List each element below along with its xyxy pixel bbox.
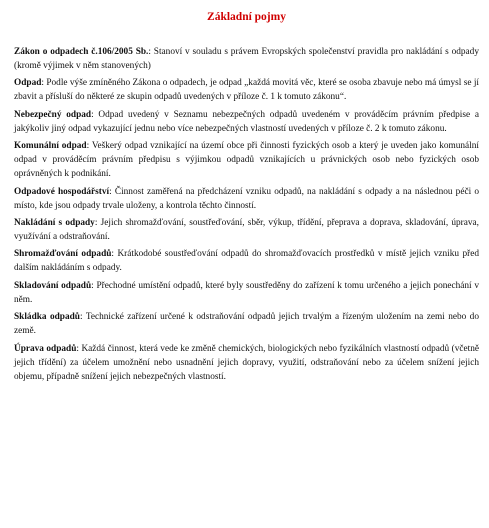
definition-separator: : [109, 186, 115, 197]
definition-uprava-odpadu [14, 342, 479, 384]
definition-skladka-odpadu [14, 310, 479, 338]
definition-separator: : [79, 312, 86, 323]
definition-term: Skládka odpadů [14, 312, 80, 323]
definition-nebezpecny-odpad [14, 108, 479, 136]
definition-separator: : [76, 343, 82, 354]
definition-shromazdovani-odpadu [14, 247, 479, 275]
definition-text: Odpad uvedený v Seznamu nebezpečných odpadů uvedeném v prováděcím právním předpise a jakýkoliv jiný odpad vykazující jednu nebo více nebezpečných vlastností uvedených v příloze č. 2 k tomuto zákonu. [14, 109, 479, 134]
definition-separator: : [86, 141, 92, 152]
definition-term: Komunální odpad [14, 141, 87, 152]
definition-separator: : [41, 78, 47, 89]
page-title: Základní pojmy [207, 11, 286, 23]
definition-skladovani-odpadu [14, 279, 479, 307]
definition-term: Odpadové hospodářství [14, 186, 110, 197]
definition-term: Nebezpečný odpad [14, 109, 92, 120]
definition-zakon-o-odpadech [14, 45, 479, 73]
definition-term: Shromažďování odpadů [14, 249, 112, 260]
definition-term: Odpad [14, 78, 42, 89]
definition-text: Přechodné umístění odpadů, které byly soustředěny do zařízení k tomu určeného a jejich ponechání v něm. [14, 280, 479, 305]
definition-term: Zákon o odpadech č.106/2005 Sb. [14, 47, 149, 57]
definition-separator: : [94, 217, 101, 228]
definition-separator: : [148, 47, 154, 57]
definition-term: Nakládání s odpady [14, 217, 95, 228]
definition-text: Každá činnost, která vede ke změně chemických, biologických nebo fyzikálních vlastností odpadů (včetně jejich třídění) za účelem umožnění nebo usnadnění jejich dopravy, využití, odstraňování nebo za účelem snížení jejich objemu, případně snížení jejich nebezpečných vlastností. [14, 343, 479, 382]
definition-separator: : [91, 280, 97, 291]
definition-nakladani-s-odpady [14, 216, 479, 244]
definition-separator: : [111, 249, 118, 260]
definition-odpadove-hospodarstvi [14, 185, 479, 213]
definition-separator: : [91, 109, 99, 120]
definition-term: Úprava odpadů [14, 343, 77, 354]
definition-text: Veškerý odpad vznikající na území obce při činnosti fyzických osob a který je uveden jako komunální odpad v prováděcím právním předpisu s výjimkou odpadů vznikajících u právnických osob nebo fyzických osob oprávněných k podnikání. [14, 141, 479, 180]
definition-text: Technické zařízení určené k odstraňování odpadů jejich trvalým a řízeným uložením na zemi nebo do země. [14, 312, 479, 337]
definition-text: Jejich shromažďování, soustřeďování, sběr, výkup, třídění, přeprava a doprava, skladování, úprava, využívání a odstraňování. [14, 217, 479, 242]
definition-text: Činnost zaměřená na předcházení vzniku odpadů, na nakládání s odpady a na následnou péči o místo, kde jsou odpady trvale uloženy, a kontrola těchto činností. [14, 186, 479, 211]
definition-odpad [14, 76, 479, 104]
definition-komunalni-odpad [14, 139, 479, 181]
definition-term: Skladování odpadů [14, 280, 92, 291]
definition-text: Podle výše zmíněného Zákona o odpadech, je odpad „každá movitá věc, které se osoba zbavuje nebo má úmysl se jí zbavit a přísluší do některé ze skupin odpadů uvedených v příloze č. 1 k tomuto zákonu“. [14, 78, 479, 103]
definition-text: Krátkodobé soustřeďování odpadů do shromažďovacích prostředků v místě jejich vzniku před dalším nakládáním s odpady. [14, 249, 479, 274]
definition-text: Stanoví v souladu s právem Evropských společenství pravidla pro nakládání s odpady (kromě výjimek v něm stanovených) [14, 47, 479, 71]
